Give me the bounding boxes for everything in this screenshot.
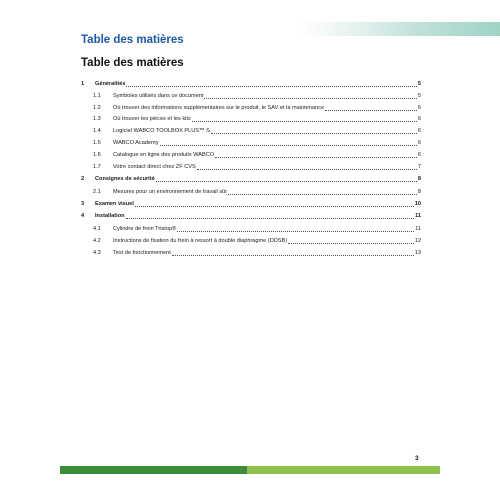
- toc-entry-page: 5: [417, 81, 421, 87]
- toc-leader-dots: [211, 133, 417, 134]
- toc-entry-number: 2.1: [93, 189, 101, 195]
- toc-entry-number: 2: [81, 176, 85, 182]
- toc-section-entry[interactable]: [81, 247, 421, 257]
- toc-entry-label: Consignes de sécurité: [95, 176, 155, 182]
- toc-chapter-entry[interactable]: [81, 173, 421, 183]
- toc-entry-label: Cylindre de frein Tristop®: [113, 226, 177, 232]
- toc-entry-page: 6: [417, 140, 421, 146]
- toc-entry-label: Mesures pour un environnement de travail sûr: [113, 189, 228, 195]
- toc-leader-dots: [126, 86, 416, 87]
- toc-chapter-entry[interactable]: [81, 198, 421, 208]
- toc-entry-label: Votre contact direct chez ZF CVS: [113, 164, 196, 170]
- toc-section-entry[interactable]: [81, 90, 421, 100]
- toc-leader-dots: [172, 255, 414, 256]
- toc-entry-number: 4.3: [93, 250, 101, 256]
- page-number: 3: [415, 455, 419, 462]
- toc-entry-page: 10: [414, 201, 421, 207]
- toc-entry-page: 8: [417, 189, 421, 195]
- toc-entry-label: Installation: [95, 213, 125, 219]
- header-title: Table des matières: [81, 34, 184, 46]
- toc-entry-number: 4.1: [93, 226, 101, 232]
- toc-entry-number: 4.2: [93, 238, 101, 244]
- toc-leader-dots: [215, 157, 417, 158]
- toc-entry-label: Catalogue en ligne des produits WABCO: [113, 152, 215, 158]
- toc-entry-page: 8: [417, 176, 421, 182]
- page-title: Table des matières: [81, 57, 184, 69]
- toc-leader-dots: [325, 110, 417, 111]
- toc-entry-number: 4: [81, 213, 85, 219]
- toc-entry-number: 1.2: [93, 105, 101, 111]
- toc-entry-number: 1.5: [93, 140, 101, 146]
- toc-chapter-entry[interactable]: [81, 210, 421, 220]
- toc-entry-page: 5: [417, 93, 421, 99]
- toc-entry-label: Où trouver des informations supplémentaires sur le produit, le SAV et la maintenance: [113, 105, 325, 111]
- toc-entry-page: 6: [417, 116, 421, 122]
- toc-entry-label: Logiciel WABCO TOOLBOX PLUS™ S: [113, 128, 210, 134]
- toc-leader-dots: [160, 145, 417, 146]
- toc-leader-dots: [135, 206, 414, 207]
- toc-entry-label: Test de fonctionnement: [113, 250, 171, 256]
- footer-bar-green: [60, 466, 247, 474]
- toc-leader-dots: [156, 181, 417, 182]
- toc-leader-dots: [197, 169, 417, 170]
- toc-entry-number: 1.4: [93, 128, 101, 134]
- toc-entry-label: Où trouver les pièces et les kits: [113, 116, 191, 122]
- toc-entry-label: Symboles utilisés dans ce document: [113, 93, 204, 99]
- toc-entry-label: Examen visuel: [95, 201, 134, 207]
- toc-entry-number: 1.1: [93, 93, 101, 99]
- toc-entry-label: Instructions de fixation du frein à ressort à double diaphragme (DDSB): [113, 238, 288, 244]
- toc-entry-number: 1.6: [93, 152, 101, 158]
- toc-entry-number: 3: [81, 201, 85, 207]
- toc-entry-page: 13: [414, 250, 421, 256]
- toc-entry-page: 7: [417, 164, 421, 170]
- toc-section-entry[interactable]: [81, 125, 421, 135]
- toc-entry-number: 1: [81, 81, 85, 87]
- toc-section-entry[interactable]: [81, 186, 421, 196]
- toc-leader-dots: [192, 121, 417, 122]
- toc-leader-dots: [177, 231, 414, 232]
- toc-entry-page: 6: [417, 128, 421, 134]
- toc-entry-label: WABCO Academy: [113, 140, 159, 146]
- toc-entry-page: 6: [417, 152, 421, 158]
- toc-chapter-entry[interactable]: [81, 78, 421, 88]
- toc-section-entry[interactable]: [81, 102, 421, 112]
- toc-entry-page: 11: [415, 213, 421, 219]
- toc-leader-dots: [288, 243, 414, 244]
- toc-entry-number: 1.3: [93, 116, 101, 122]
- toc-section-entry[interactable]: [81, 137, 421, 147]
- toc-leader-dots: [204, 98, 416, 99]
- toc-entry-label: Généralités: [95, 81, 126, 87]
- toc-entry-page: 6: [417, 105, 421, 111]
- toc-leader-dots: [126, 218, 415, 219]
- toc-entry-number: 1.7: [93, 164, 101, 170]
- header-gradient-band: [300, 22, 500, 36]
- toc-entry-page: 11: [415, 226, 421, 232]
- toc-section-entry[interactable]: [81, 149, 421, 159]
- toc-entry-page: 12: [414, 238, 421, 244]
- toc-section-entry[interactable]: [81, 223, 421, 233]
- toc-leader-dots: [228, 194, 417, 195]
- toc-section-entry[interactable]: [81, 113, 421, 123]
- toc-section-entry[interactable]: [81, 235, 421, 245]
- footer-bar-lime: [247, 466, 440, 474]
- toc-section-entry[interactable]: [81, 161, 421, 171]
